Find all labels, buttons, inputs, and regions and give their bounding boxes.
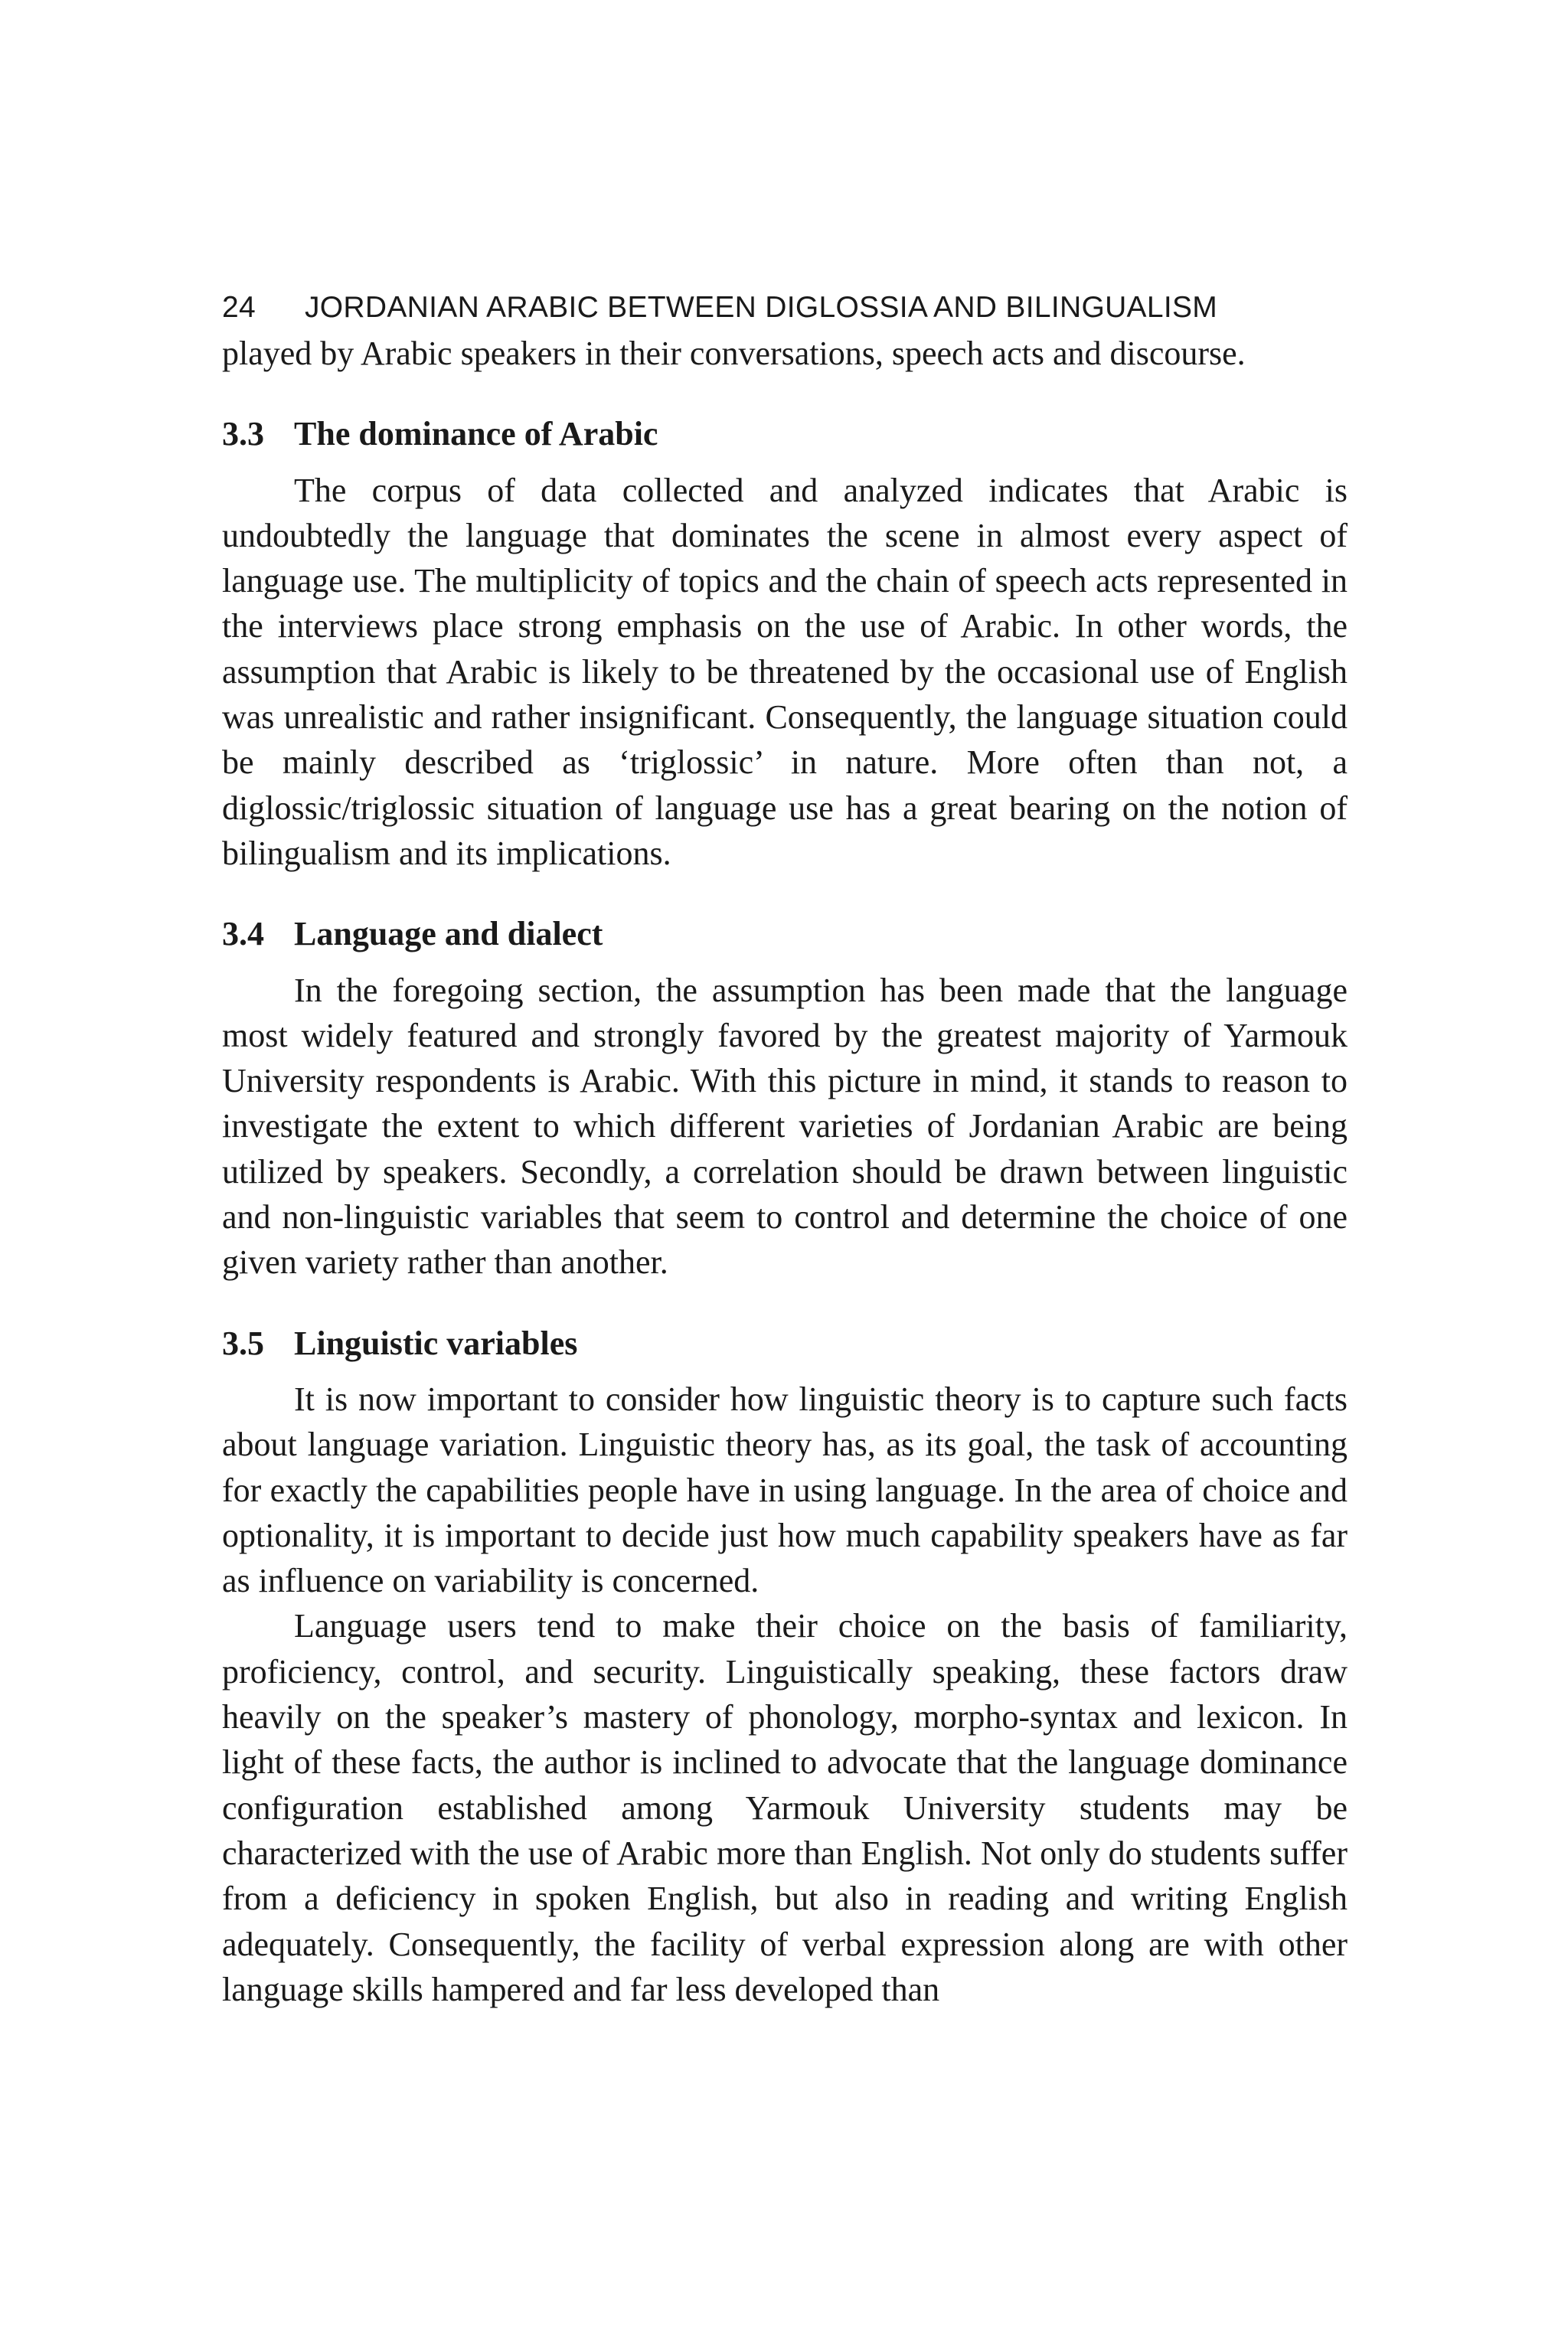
section-paragraph: It is now important to consider how linguistic theory is to capture such facts about language variation. Linguistic theory has, as its goal, the task of accounting for exactly the capabilities people have in using language. In the area of choice and optionality, it is important to decide just how much capability speakers have as far as influence on variability is concerned. (222, 1380, 1348, 1600)
section-3-5 (222, 1321, 1348, 2012)
section-paragraph: In the foregoing section, the assumption has been made that the language most widely featured and strongly favored by the greatest majority of Yarmouk University respondents is Arabic. With this picture in mind, it stands to reason to investigate the extent to which different varieties of Jordanian Arabic are being utilized by speakers. Secondly, a correlation should be drawn between linguistic and non-linguistic variables that seem to control and determine the choice of one given variety rather than another. (222, 971, 1348, 1282)
body-text (222, 331, 1348, 2012)
running-head (222, 285, 1348, 331)
section-3-4 (222, 911, 1348, 1285)
continuation-paragraph: played by Arabic speakers in their conversations, speech acts and discourse. (222, 335, 1246, 372)
section-heading (222, 411, 1348, 456)
section-title: The dominance of Arabic (294, 415, 658, 453)
section-title: Language and dialect (294, 915, 603, 953)
section-heading (222, 911, 1348, 956)
section-number: 3.3 (222, 415, 264, 453)
page-number: 24 (222, 291, 256, 324)
section-title: Linguistic variables (294, 1324, 578, 1362)
book-title: JORDANIAN ARABIC BETWEEN DIGLOSSIA AND BILINGUALISM (305, 291, 1218, 324)
section-heading (222, 1321, 1348, 1366)
book-page (222, 285, 1348, 2012)
section-3-3 (222, 411, 1348, 876)
section-number: 3.5 (222, 1324, 264, 1362)
section-paragraph: Language users tend to make their choice on the basis of familiarity, proficiency, control, and security. Linguistically speaking, these factors draw heavily on the speaker’s mastery of phonology, morpho-syntax and lexicon. In light of these facts, the author is inclined to advocate that the language dominance configuration established among Yarmouk University students may be characterized with the use of Arabic more than English. Not only do students suffer from a deficiency in spoken English, but also in reading and writing English adequately. Consequently, the facility of verbal expression along are with other language skills hampered and far less developed than (222, 1607, 1348, 2008)
section-number: 3.4 (222, 915, 264, 953)
section-paragraph: The corpus of data collected and analyzed indicates that Arabic is undoubtedly the language that dominates the scene in almost every aspect of language use. The multiplicity of topics and the chain of speech acts represented in the interviews place strong emphasis on the use of Arabic. In other words, the assumption that Arabic is likely to be threatened by the occasional use of English was unrealistic and rather insignificant. Consequently, the language situation could be mainly described as ‘triglossic’ in nature. More often than not, a diglossic/triglossic situation of language use has a great bearing on the notion of bilingualism and its implications. (222, 471, 1348, 872)
